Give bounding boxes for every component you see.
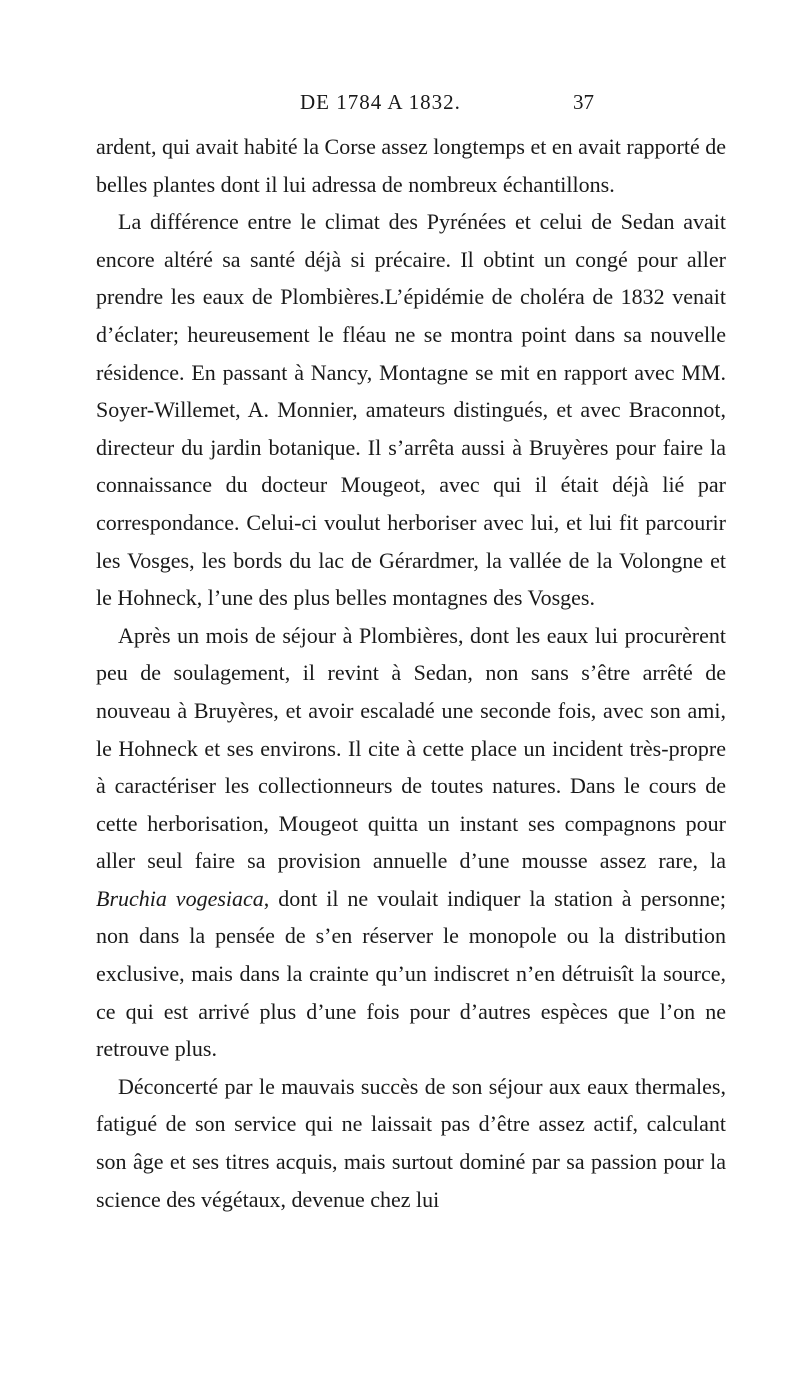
page-number: 37 <box>573 90 594 114</box>
body-text <box>96 128 726 1218</box>
paragraph-disconcerted: Déconcerté par le mauvais succès de son séjour aux eaux thermales, fatigué de son service qui ne laissait pas d’être assez actif, calculant son âge et ses titres acquis, mais surtout dominé par sa passion pour la science des végétaux, devenue chez lui <box>96 1073 726 1212</box>
header-title: DE 1784 A 1832. <box>300 90 461 114</box>
paragraph-climate-and-travel: La différence entre le climat des Pyrénées et celui de Sedan avait encore altéré sa santé déjà si précaire. Il obtint un congé pour aller prendre les eaux de Plombières.L’épidémie de choléra de 1832 venait d’éclater; heureusement le fléau ne se montra point dans sa nouvelle résidence. En passant à Nancy, Montagne se mit en rapport avec MM. Soyer-Willemet, A. Monnier, amateurs distingués, et avec Braconnot, directeur du jardin botanique. Il s’arrêta aussi à Bruyères pour faire la connaissance du docteur Mougeot, avec qui il était déjà lié par correspondance. Celui-ci voulut herboriser avec lui, et lui fit parcourir les Vosges, les bords du lac de Gérardmer, la vallée de la Volongne et le Hohneck, l’une des plus belles montagnes des Vosges. <box>96 209 726 611</box>
paragraph-text-after-italic: , dont il ne voulait indiquer la station à personne; non dans la pensée de s’en réserver le monopole ou la distribution exclusive, mais dans la crainte qu’un indiscret n’en détruisît la source, ce qui est arrivé plus d’une fois pour d’autres espèces que l’on ne retrouve plus. <box>96 885 726 1062</box>
paragraph-text-before-italic: Après un mois de séjour à Plombières, dont les eaux lui procurèrent peu de soulagement, il revint à Sedan, non sans s’être arrêté de nouveau à Bruyères, et avoir escaladé une seconde fois, avec son ami, le Hohneck et ses environs. Il cite à cette place un incident très-propre à caractériser les collectionneurs de toutes natures. Dans le cours de cette herborisation, Mougeot quitta un instant ses compagnons pour aller seul faire sa provision annuelle d’une mousse assez rare, la <box>96 622 726 874</box>
paragraph-continuation: ardent, qui avait habité la Corse assez longtemps et en avait rapporté de belles plantes dont il lui adressa de nombreux échantillons. <box>96 134 726 197</box>
paragraph-plombieres-stay <box>96 617 726 1068</box>
running-header <box>0 82 800 122</box>
species-name-italic: Bruchia vogesiaca <box>96 885 264 911</box>
